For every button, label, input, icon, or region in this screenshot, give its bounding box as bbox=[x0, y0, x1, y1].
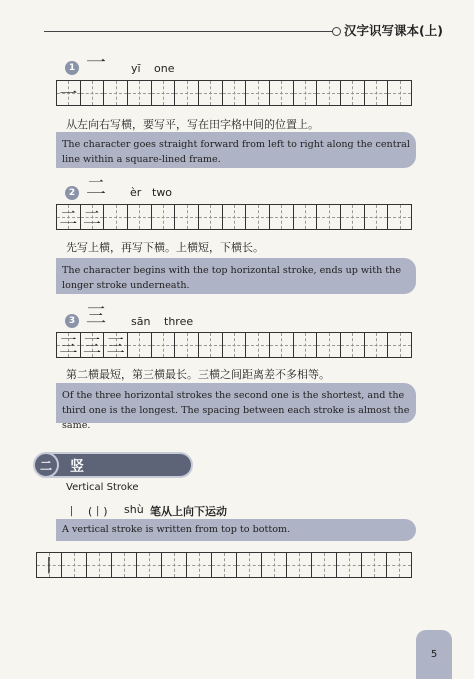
grid-cell bbox=[270, 333, 294, 357]
grid-cell bbox=[317, 81, 341, 105]
item-1-character: 一 bbox=[86, 50, 106, 74]
item-2-zh-text: 先写上横，再写下横。上横短，下横长。 bbox=[66, 241, 264, 254]
grid-cell bbox=[388, 205, 411, 229]
grid-cell bbox=[175, 205, 199, 229]
grid-cell bbox=[87, 553, 112, 577]
grid-cell bbox=[341, 333, 365, 357]
grid-cell bbox=[262, 553, 287, 577]
grid-cell: 三 bbox=[81, 333, 105, 357]
writing-grid-3 bbox=[56, 332, 412, 358]
grid-cell bbox=[199, 333, 223, 357]
writing-grid-2 bbox=[56, 204, 412, 230]
item-3-character: 三 bbox=[86, 303, 106, 327]
grid-cell bbox=[270, 205, 294, 229]
grid-cell: 三 bbox=[57, 333, 81, 357]
grid-cell bbox=[187, 553, 212, 577]
grid-cell: 丨 bbox=[37, 553, 62, 577]
header-dot-icon bbox=[332, 27, 341, 36]
writing-grid-1 bbox=[56, 80, 412, 106]
item-1-number: 1 bbox=[65, 61, 79, 75]
item-3-en-box: Of the three horizontal strokes the second one is the shortest, and the third one is the longest. The spacing between each stroke is almost the same. bbox=[56, 383, 416, 423]
section-title: 竖 bbox=[70, 459, 84, 475]
grid-cell bbox=[152, 333, 176, 357]
stroke-symbol-paren: (丨) bbox=[88, 505, 108, 518]
item-1-en-box: The character goes straight forward from left to right along the central line within a square-lined frame. bbox=[56, 132, 416, 168]
grid-cell bbox=[104, 205, 128, 229]
grid-cell bbox=[294, 81, 318, 105]
grid-cell bbox=[341, 81, 365, 105]
grid-cell bbox=[223, 333, 247, 357]
grid-cell bbox=[137, 553, 162, 577]
stroke-zh-text: 笔从上向下运动 bbox=[150, 505, 227, 518]
grid-cell bbox=[270, 81, 294, 105]
section-subtitle: Vertical Stroke bbox=[66, 482, 139, 493]
grid-cell bbox=[246, 333, 270, 357]
grid-cell bbox=[175, 81, 199, 105]
grid-cell bbox=[317, 333, 341, 357]
grid-cell bbox=[237, 553, 262, 577]
header-rule bbox=[44, 31, 334, 32]
grid-cell bbox=[294, 333, 318, 357]
grid-cell bbox=[199, 81, 223, 105]
item-1-zh-text: 从左向右写横，要写平，写在田字格中间的位置上。 bbox=[66, 118, 319, 131]
grid-cell bbox=[337, 553, 362, 577]
item-2-pinyin: èr bbox=[130, 186, 142, 199]
writing-grid-4 bbox=[36, 552, 412, 578]
item-3-meaning: three bbox=[164, 315, 194, 328]
grid-cell bbox=[223, 81, 247, 105]
grid-cell bbox=[128, 81, 152, 105]
grid-cell bbox=[81, 81, 105, 105]
page-number: 5 bbox=[416, 630, 452, 679]
grid-cell bbox=[128, 333, 152, 357]
grid-cell bbox=[199, 205, 223, 229]
stroke-symbol: 丨 bbox=[66, 505, 77, 518]
section-banner bbox=[46, 452, 193, 478]
grid-cell bbox=[294, 205, 318, 229]
item-3-pinyin: sān bbox=[131, 315, 151, 328]
grid-cell bbox=[152, 81, 176, 105]
grid-cell bbox=[388, 81, 411, 105]
grid-cell bbox=[365, 333, 389, 357]
stroke-pinyin: shù bbox=[124, 503, 144, 516]
grid-cell bbox=[317, 205, 341, 229]
grid-cell bbox=[362, 553, 387, 577]
grid-cell bbox=[104, 81, 128, 105]
grid-cell bbox=[341, 205, 365, 229]
item-2-en-box: The character begins with the top horizontal stroke, ends up with the longer stroke underneath. bbox=[56, 258, 416, 294]
grid-cell: 一 bbox=[57, 81, 81, 105]
grid-cell: 三 bbox=[104, 333, 128, 357]
grid-cell bbox=[62, 553, 87, 577]
item-1-pinyin: yī bbox=[131, 62, 141, 75]
grid-cell bbox=[387, 553, 411, 577]
item-2-number: 2 bbox=[65, 186, 79, 200]
grid-cell bbox=[365, 205, 389, 229]
grid-cell bbox=[175, 333, 199, 357]
item-1-meaning: one bbox=[154, 62, 175, 75]
stroke-en-box: A vertical stroke is written from top to bottom. bbox=[56, 519, 416, 541]
grid-cell: 二 bbox=[57, 205, 81, 229]
grid-cell bbox=[246, 205, 270, 229]
grid-cell bbox=[365, 81, 389, 105]
item-2-character: 二 bbox=[86, 175, 106, 199]
grid-cell bbox=[128, 205, 152, 229]
item-3-zh-text: 第二横最短，第三横最长。三横之间距离差不多相等。 bbox=[66, 368, 330, 381]
grid-cell bbox=[162, 553, 187, 577]
grid-cell bbox=[287, 553, 312, 577]
item-3-number: 3 bbox=[65, 314, 79, 328]
book-title: 汉字识写课本(上) bbox=[344, 23, 443, 38]
grid-cell bbox=[388, 333, 411, 357]
grid-cell bbox=[246, 81, 270, 105]
grid-cell bbox=[112, 553, 137, 577]
grid-cell bbox=[212, 553, 237, 577]
grid-cell bbox=[223, 205, 247, 229]
grid-cell: 二 bbox=[81, 205, 105, 229]
grid-cell bbox=[312, 553, 337, 577]
item-2-meaning: two bbox=[152, 186, 173, 199]
section-number: 二 bbox=[33, 452, 59, 478]
grid-cell bbox=[152, 205, 176, 229]
